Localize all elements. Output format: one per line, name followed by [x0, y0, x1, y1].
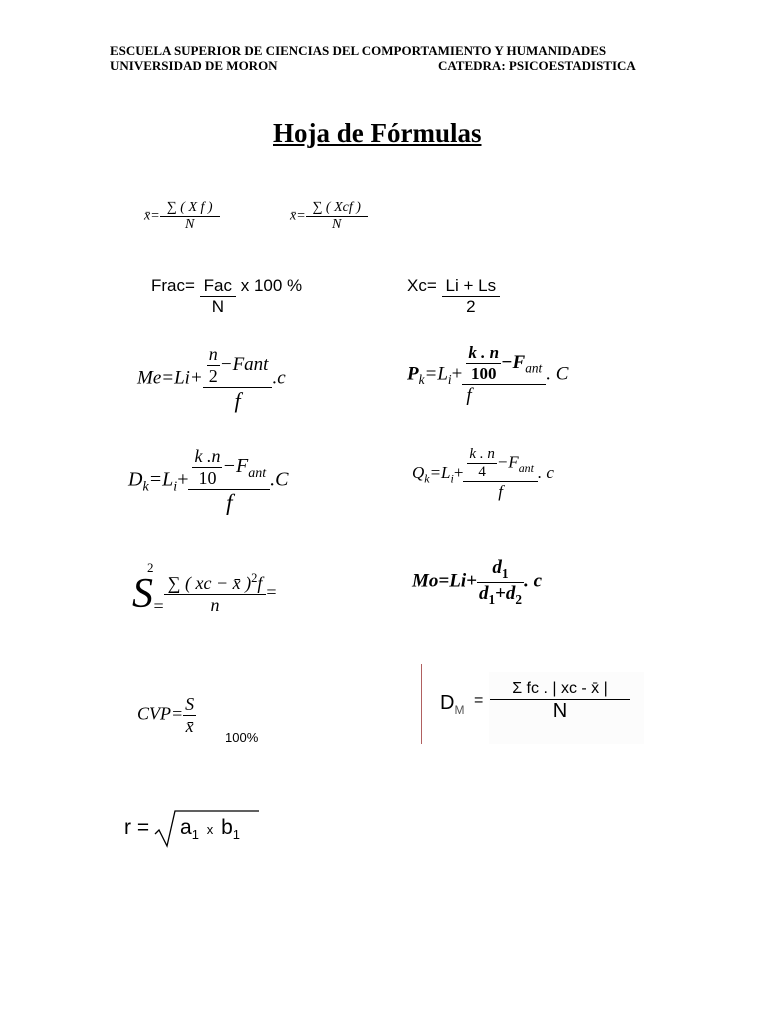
dm-lhs: D — [440, 692, 455, 714]
dm-denominator: N — [552, 700, 568, 722]
variance-sup: 2 — [147, 560, 154, 575]
formula-dm — [440, 692, 483, 717]
median-inner-numerator: n — [208, 344, 218, 364]
percentile-minus: −F — [501, 351, 526, 373]
page-title: Hoja de Fórmulas — [273, 118, 482, 148]
r-lhs: r = — [124, 816, 150, 839]
variance-numerator: ∑ ( xc − x̄ ) — [167, 573, 252, 594]
r-a-sub: 1 — [191, 827, 199, 843]
mean-xf-numerator: ∑ ( X f ) — [160, 200, 220, 217]
median-minus-fant: −Fant — [219, 353, 269, 375]
variance-lhs: S — [132, 570, 153, 617]
variance-denominator: n — [210, 595, 220, 616]
formula-decile — [128, 446, 288, 516]
formula-r — [124, 816, 149, 840]
decile-denominator: f — [226, 490, 233, 515]
formula-mean-xf — [144, 200, 220, 233]
mode-num-sub: 1 — [501, 565, 509, 581]
mode-den-a: d — [478, 582, 489, 604]
formula-percentile — [407, 343, 568, 407]
formula-variance — [132, 560, 277, 618]
decile-inner-numerator: k .n — [194, 446, 221, 466]
quartile-tail: . c — [537, 462, 554, 482]
percentile-plus: + — [451, 363, 463, 385]
header-institution: UNIVERSIDAD DE MORON — [110, 58, 278, 73]
cvp-denominator: x̄ — [185, 716, 194, 736]
variance-num-sup: 2 — [251, 571, 258, 586]
frac-tail: x 100 % — [240, 276, 303, 295]
formula-frac — [151, 276, 302, 317]
mode-tail: . c — [524, 570, 543, 592]
cvp-numerator: S — [185, 694, 195, 714]
decile-lhs-sub: k — [142, 479, 149, 495]
percentile-minus-sub: ant — [525, 360, 543, 376]
quartile-eq: =L — [429, 462, 451, 482]
decile-inner-denominator: 10 — [198, 468, 217, 488]
r-a: a — [180, 816, 192, 839]
xc-lhs: Xc= — [407, 276, 437, 295]
formula-cvp — [137, 694, 196, 737]
dm-eq: = — [474, 692, 484, 709]
decile-eq-sub: i — [173, 479, 178, 495]
quartile-inner-numerator: k . n — [469, 446, 495, 462]
formula-mode — [412, 557, 542, 608]
quartile-denominator: f — [498, 482, 504, 501]
quartile-lhs: Q — [412, 462, 425, 482]
cvp-lhs: CVP= — [137, 703, 184, 724]
r-radicand — [180, 816, 240, 842]
percentile-eq: =L — [424, 363, 448, 385]
cvp-tail: 100% — [225, 730, 259, 745]
percentile-inner-numerator: k . n — [468, 343, 500, 362]
r-b-sub: 1 — [232, 827, 241, 843]
xc-numerator: Li + Ls — [442, 276, 501, 297]
frac-denominator: N — [211, 297, 224, 316]
median-tail: .c — [272, 367, 286, 389]
percentile-eq-sub: i — [447, 372, 452, 388]
frac-lhs: Frac= — [151, 276, 195, 295]
mode-den-a-sub: 1 — [488, 591, 496, 607]
decile-tail: .C — [270, 468, 289, 491]
quartile-lhs-sub: k — [424, 471, 430, 486]
dm-fraction — [490, 680, 630, 722]
formula-quartile — [412, 446, 554, 502]
mode-lhs: Mo=Li+ — [412, 570, 477, 592]
decile-minus-sub: ant — [248, 466, 267, 482]
percentile-denominator: f — [466, 385, 472, 406]
median-inner-denominator: 2 — [208, 366, 218, 386]
mode-den-b-sub: 2 — [515, 591, 523, 607]
dm-lhs-sub: M — [454, 703, 465, 717]
header-chair: CATEDRA: PSICOESTADISTICA — [438, 58, 636, 73]
header-line-school: ESCUELA SUPERIOR DE CIENCIAS DEL COMPORTAMIENTO Y HUMANIDADES — [110, 43, 607, 58]
formula-median — [137, 344, 286, 414]
formula-xc — [407, 276, 500, 317]
xc-denominator: 2 — [466, 297, 476, 316]
mode-den-plus: + — [495, 582, 506, 604]
mode-den-b: d — [505, 582, 516, 604]
quartile-minus-sub: ant — [518, 460, 534, 475]
r-b: b — [221, 816, 233, 839]
decile-plus: + — [177, 468, 189, 491]
median-denominator: f — [234, 388, 241, 413]
percentile-lhs-sub: k — [418, 372, 425, 388]
quartile-inner-denominator: 4 — [478, 464, 486, 480]
mode-numerator: d — [492, 557, 502, 578]
percentile-inner-denominator: 100 — [470, 364, 497, 383]
dm-image-border — [421, 664, 422, 744]
r-times: x — [206, 822, 214, 837]
variance-tail: = — [266, 582, 277, 602]
formula-mean-xcf — [290, 200, 368, 233]
decile-minus: −F — [222, 455, 249, 478]
variance-eq: = — [153, 596, 164, 616]
median-lhs: Me=Li+ — [137, 367, 203, 389]
frac-numerator: Fac — [200, 276, 236, 297]
mean-xcf-denominator: N — [332, 217, 342, 232]
dm-numerator: Σ fc . | xc - x̄ | — [490, 680, 630, 700]
percentile-lhs: P — [407, 363, 419, 385]
mean-xf-lhs: x̄= — [144, 208, 160, 224]
mean-xcf-numerator: ∑ ( Xcf ) — [306, 200, 368, 217]
quartile-minus: −F — [496, 452, 519, 472]
mean-xf-denominator: N — [185, 217, 195, 232]
decile-lhs: D — [128, 468, 143, 491]
quartile-plus: + — [453, 462, 464, 482]
decile-eq: =L — [148, 468, 174, 491]
percentile-tail: . C — [546, 363, 569, 385]
mean-xcf-lhs: x̄= — [290, 208, 306, 224]
variance-num-tail: f — [257, 573, 263, 594]
quartile-eq-sub: i — [450, 471, 454, 486]
